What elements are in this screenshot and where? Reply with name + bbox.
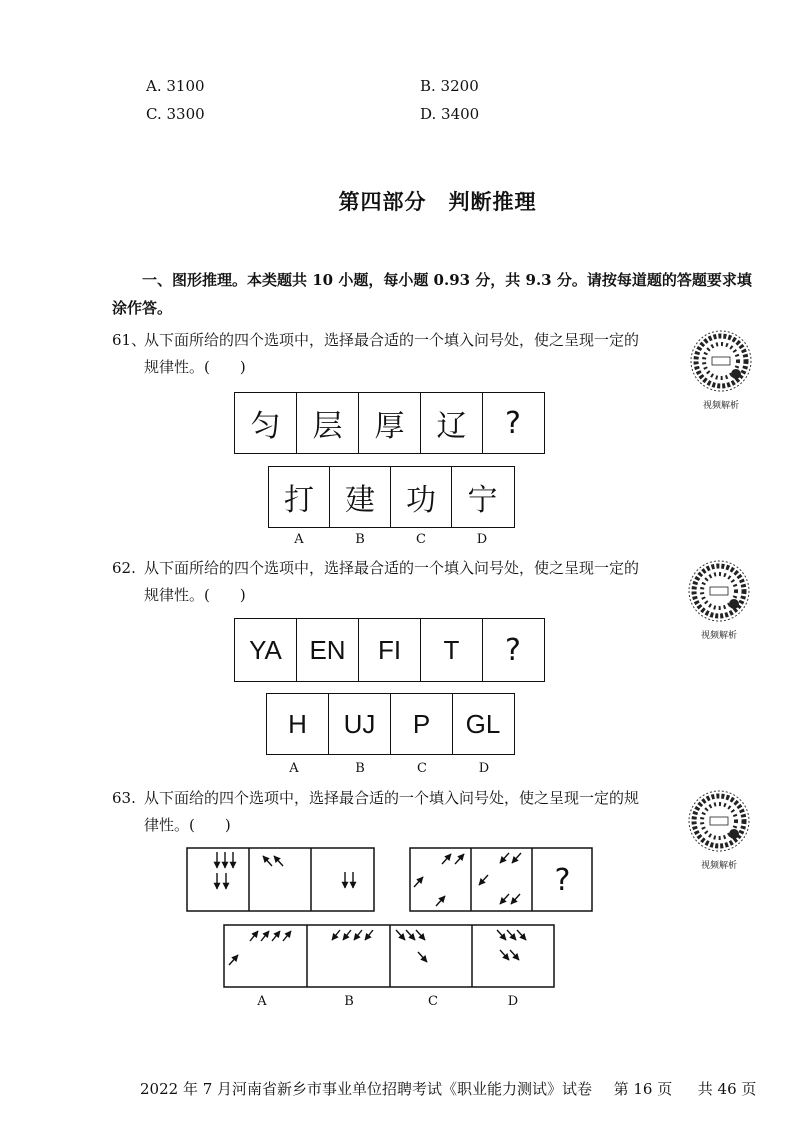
option-label-c: C [416, 532, 426, 547]
sequence-cell: T [421, 619, 483, 681]
arrow-up-right-icon [272, 931, 280, 941]
arrow-up-right-icon [442, 854, 451, 864]
option-c-prev: C. 3300 [146, 105, 205, 123]
qr-caption: 视频解析 [700, 861, 737, 871]
option-cell-b[interactable]: 建 [330, 467, 391, 527]
arrow-up-left-icon [263, 856, 272, 866]
sequence-cell: FI [359, 619, 421, 681]
question-stem-line2: 律性。( ) [144, 816, 231, 834]
arrow-down-right-icon [418, 952, 427, 962]
arrow-down-right-icon [396, 930, 405, 940]
question-number: 62. [112, 559, 136, 577]
option-label-c: C [428, 994, 438, 1009]
option-label-b: B [355, 761, 365, 776]
option-label-d: D [478, 761, 490, 776]
option-a-prev: A. 3100 [146, 77, 205, 95]
question-stem-line1: 从下面所给的四个选项中，选择最合适的一个填入问号处，使之呈现一定的 [144, 559, 640, 577]
sequence-cell: 层 [297, 393, 359, 453]
footer-page-number: 第 16 页 [613, 1080, 673, 1098]
option-cell-d[interactable]: GL [465, 708, 501, 739]
question-number: 63. [112, 789, 136, 807]
option-label-a: A [289, 761, 299, 776]
section-instruction: 一、图形推理。本类题共 10 小题，每小题 0.93 分，共 9.3 分。请按每道题的答题要求填涂作答。 [112, 271, 752, 317]
arrow-up-left-icon [274, 856, 283, 866]
arrow-down-right-icon [497, 930, 506, 940]
sequence-cell: 匀 [235, 393, 297, 453]
option-b-prev: B. 3200 [420, 77, 479, 95]
option-cell-a[interactable]: 打 [269, 467, 330, 527]
qr-caption: 视频解析 [700, 631, 737, 641]
arrow-down-right-icon [500, 950, 509, 960]
footer-total-pages: 共 46 页 [697, 1080, 757, 1098]
question-mark-cell: ? [554, 862, 571, 898]
option-label-c: C [417, 761, 427, 776]
sequence-cell: 厚 [359, 393, 421, 453]
arrow-down-left-icon [511, 894, 520, 904]
question-stem-line1: 从下面给的四个选项中，选择最合适的一个填入问号处，使之呈现一定的规 [144, 789, 640, 807]
arrow-up-right-icon [283, 931, 291, 941]
option-cell-d[interactable]: 宁 [467, 483, 498, 518]
arrow-down-right-icon [510, 950, 519, 960]
question-stem-line2: 规律性。( ) [144, 586, 246, 604]
question-number: 61、 [112, 331, 147, 349]
qr-caption: 视频解析 [702, 401, 739, 411]
sequence-box-left [187, 848, 374, 911]
arrow-up-right-icon [229, 955, 238, 965]
sequence-cell: YA [235, 619, 297, 681]
option-label-d: D [476, 532, 488, 547]
arrow-down-left-icon [512, 853, 521, 863]
arrow-down-right-icon [416, 930, 425, 940]
option-cell-a[interactable]: H [267, 694, 329, 754]
option-label-b: B [355, 532, 365, 547]
arrow-down-right-icon [517, 930, 526, 940]
arrow-down-right-icon [507, 930, 516, 940]
arrow-up-right-icon [455, 854, 464, 864]
arrow-up-right-icon [414, 877, 423, 887]
arrow-down-left-icon [365, 930, 373, 940]
option-cell-b[interactable]: UJ [329, 694, 391, 754]
option-d-prev: D. 3400 [420, 105, 480, 123]
option-label-a: A [294, 532, 304, 547]
sequence-cell: EN [297, 619, 359, 681]
question-mark-cell: ? [505, 405, 521, 441]
sequence-cell: 辽 [421, 393, 483, 453]
arrow-up-right-icon [436, 896, 445, 906]
arrow-down-left-icon [500, 894, 509, 904]
arrow-down-left-icon [343, 930, 351, 940]
option-label-a: A [257, 994, 267, 1009]
page-footer [140, 1078, 756, 1099]
arrow-down-right-icon [406, 930, 415, 940]
footer-exam-title: 2022 年 7 月河南省新乡市事业单位招聘考试《职业能力测试》试卷 [140, 1080, 593, 1098]
arrow-up-right-icon [261, 931, 269, 941]
option-label-b: B [344, 994, 354, 1009]
question-stem-line2: 规律性。( ) [144, 358, 246, 376]
arrow-down-left-icon [500, 853, 509, 863]
arrow-down-left-icon [479, 875, 488, 885]
arrow-down-left-icon [354, 930, 362, 940]
arrow-down-left-icon [332, 930, 340, 940]
section-title: 第四部分 判断推理 [338, 189, 537, 214]
question-stem-line1: 从下面所给的四个选项中，选择最合适的一个填入问号处，使之呈现一定的 [144, 331, 640, 349]
option-cell-c[interactable]: 功 [391, 467, 452, 527]
option-cell-c[interactable]: P [391, 694, 453, 754]
option-label-d: D [507, 994, 519, 1009]
question-mark-cell: ? [505, 632, 521, 668]
arrow-up-right-icon [250, 931, 258, 941]
